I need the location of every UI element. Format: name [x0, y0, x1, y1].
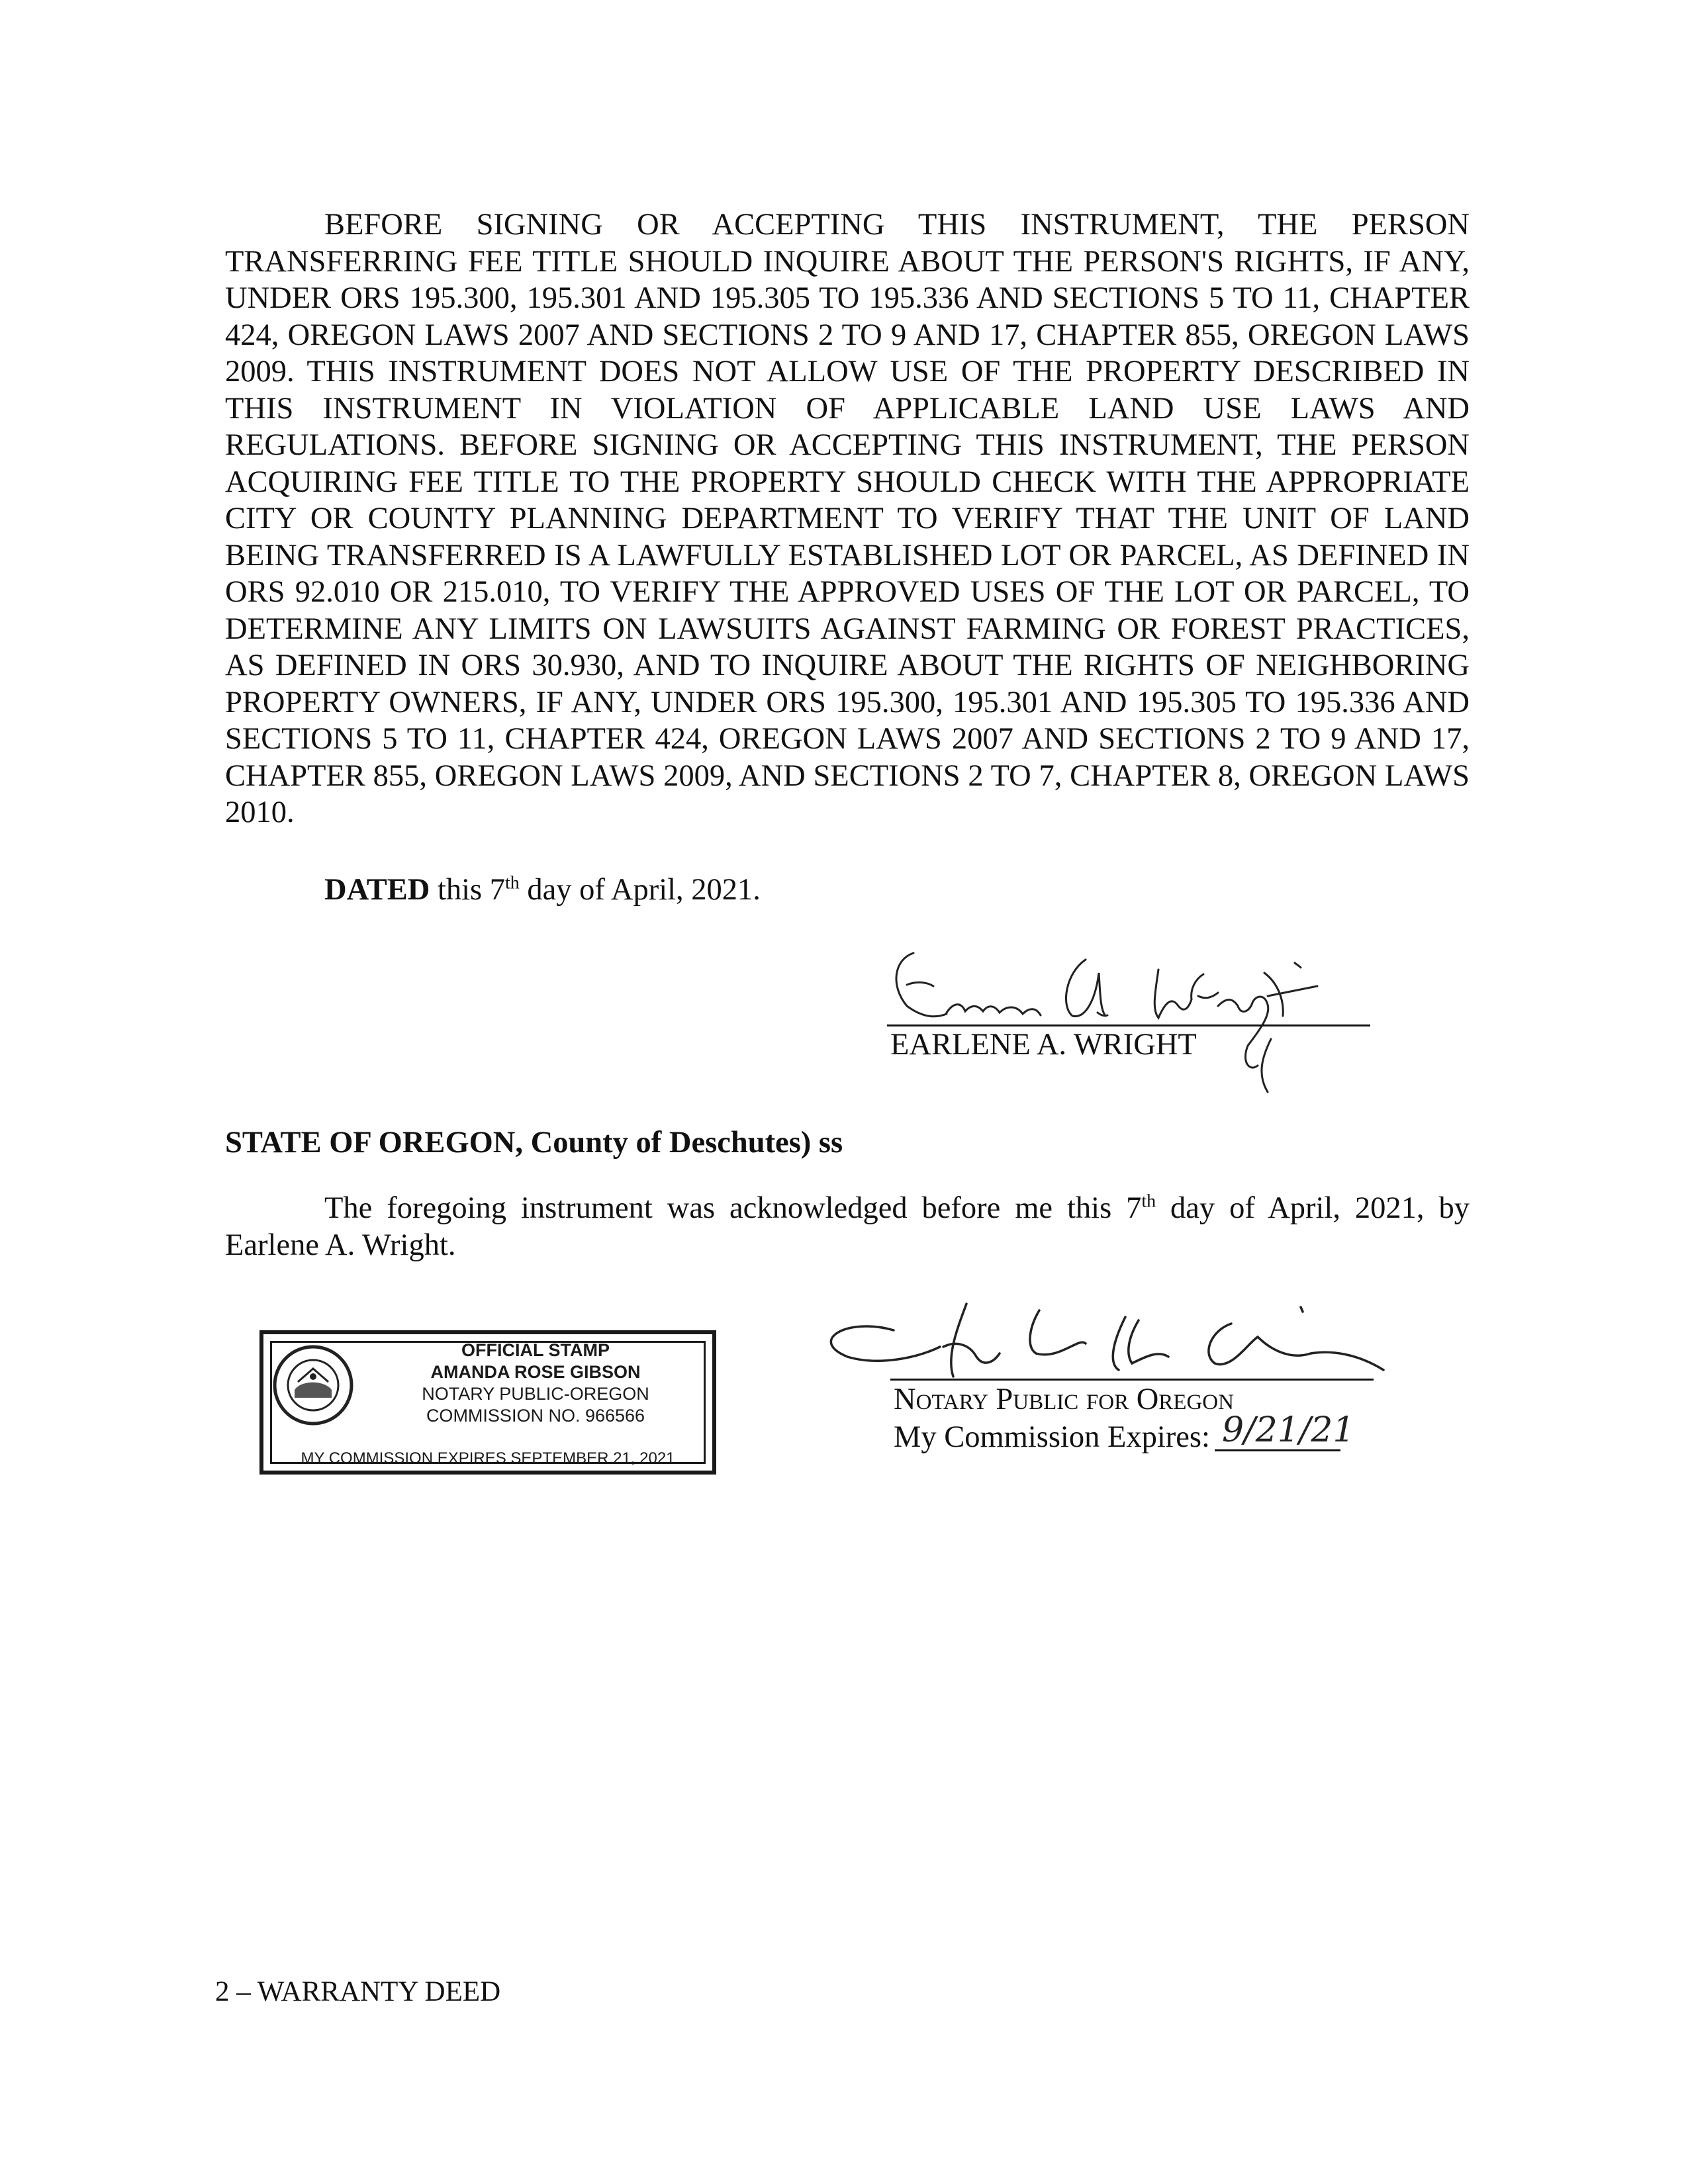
dated-line — [324, 872, 761, 907]
notary-signature-line — [890, 1379, 1374, 1381]
notary-title: Notary Public for Oregon — [894, 1383, 1234, 1416]
stamp-commission-number: COMMISSION NO. 966566 — [426, 1406, 645, 1426]
venue-line: STATE OF OREGON, County of Deschutes) ss — [225, 1126, 843, 1160]
dated-text: this 7 — [430, 873, 506, 907]
page-footer: 2 – WARRANTY DEED — [215, 1976, 501, 2007]
acknowledgment-paragraph — [225, 1190, 1470, 1263]
stamp-notary-title: NOTARY PUBLIC-OREGON — [422, 1384, 649, 1404]
ack-text-end: day of April, 2021, by Earlene A. Wright. — [225, 1191, 1470, 1262]
commission-expires-label: My Commission Expires: — [894, 1420, 1210, 1454]
ack-text: The foregoing instrument was acknowledged before me this 7 — [324, 1191, 1142, 1225]
grantor-printed-name: EARLENE A. WRIGHT — [890, 1028, 1197, 1062]
dated-label: DATED — [324, 873, 430, 907]
grantor-signature — [887, 933, 1390, 1099]
ack-ordinal: th — [1141, 1191, 1156, 1212]
oregon-seal-icon — [271, 1343, 355, 1427]
stamp-title: OFFICIAL STAMP — [461, 1340, 610, 1360]
stamp-notary-name: AMANDA ROSE GIBSON — [430, 1362, 641, 1382]
dated-ordinal: th — [505, 872, 520, 893]
stamp-text — [363, 1340, 708, 1427]
expiration-date-text: 9/21/21 — [1222, 1410, 1355, 1450]
stamp-expiration: MY COMMISSION EXPIRES SEPTEMBER 21, 2021 — [301, 1449, 675, 1467]
grantor-signature-line — [887, 1024, 1370, 1026]
notary-stamp — [259, 1330, 716, 1475]
dated-text-end: day of April, 2021. — [519, 873, 761, 907]
disclosure-paragraph: BEFORE SIGNING OR ACCEPTING THIS INSTRUMENT, THE PERSON TRANSFERRING FEE TITLE SHOULD INQUIRE ABOUT THE PERSON'S RIGHTS, IF ANY, UNDER ORS 195.300, 195.301 AND 195.305 TO 195.336 AND SECTIONS 5 TO 11, CHAPTER 424, OREGON LAWS 2007 AND SECTIONS 2 TO 9 AND 17, CHAPTER 855, OREGON LAWS 2009. THIS INSTRUMENT DOES NOT ALLOW USE OF THE PROPERTY DESCRIBED IN THIS INSTRUMENT IN VIOLATION OF APPLICABLE LAND USE LAWS AND REGULATIONS. BEFORE SIGNING OR ACCEPTING THIS INSTRUMENT, THE PERSON ACQUIRING FEE TITLE TO THE PROPERTY SHOULD CHECK WITH THE APPROPRIATE CITY OR COUNTY PLANNING DEPARTMENT TO VERIFY THAT THE UNIT OF LAND BEING TRANSFERRED IS A LAWFULLY ESTABLISHED LOT OR PARCEL, AS DEFINED IN ORS 92.010 OR 215.010, TO VERIFY THE APPROVED USES OF THE LOT OR PARCEL, TO DETERMINE ANY LIMITS ON LAWSUITS AGAINST FARMING OR FOREST PRACTICES, AS DEFINED IN ORS 30.930, AND TO INQUIRE ABOUT THE RIGHTS OF NEIGHBORING PROPERTY OWNERS, IF ANY, UNDER ORS 195.300, 195.301 AND 195.305 TO 195.336 AND SECTIONS 5 TO 11, CHAPTER 424, OREGON LAWS 2007 AND SECTIONS 2 TO 9 AND 17, CHAPTER 855, OREGON LAWS 2009, AND SECTIONS 2 TO 7, CHAPTER 8, OREGON LAWS 2010. — [225, 208, 1470, 829]
expiration-date-line — [1215, 1449, 1340, 1451]
